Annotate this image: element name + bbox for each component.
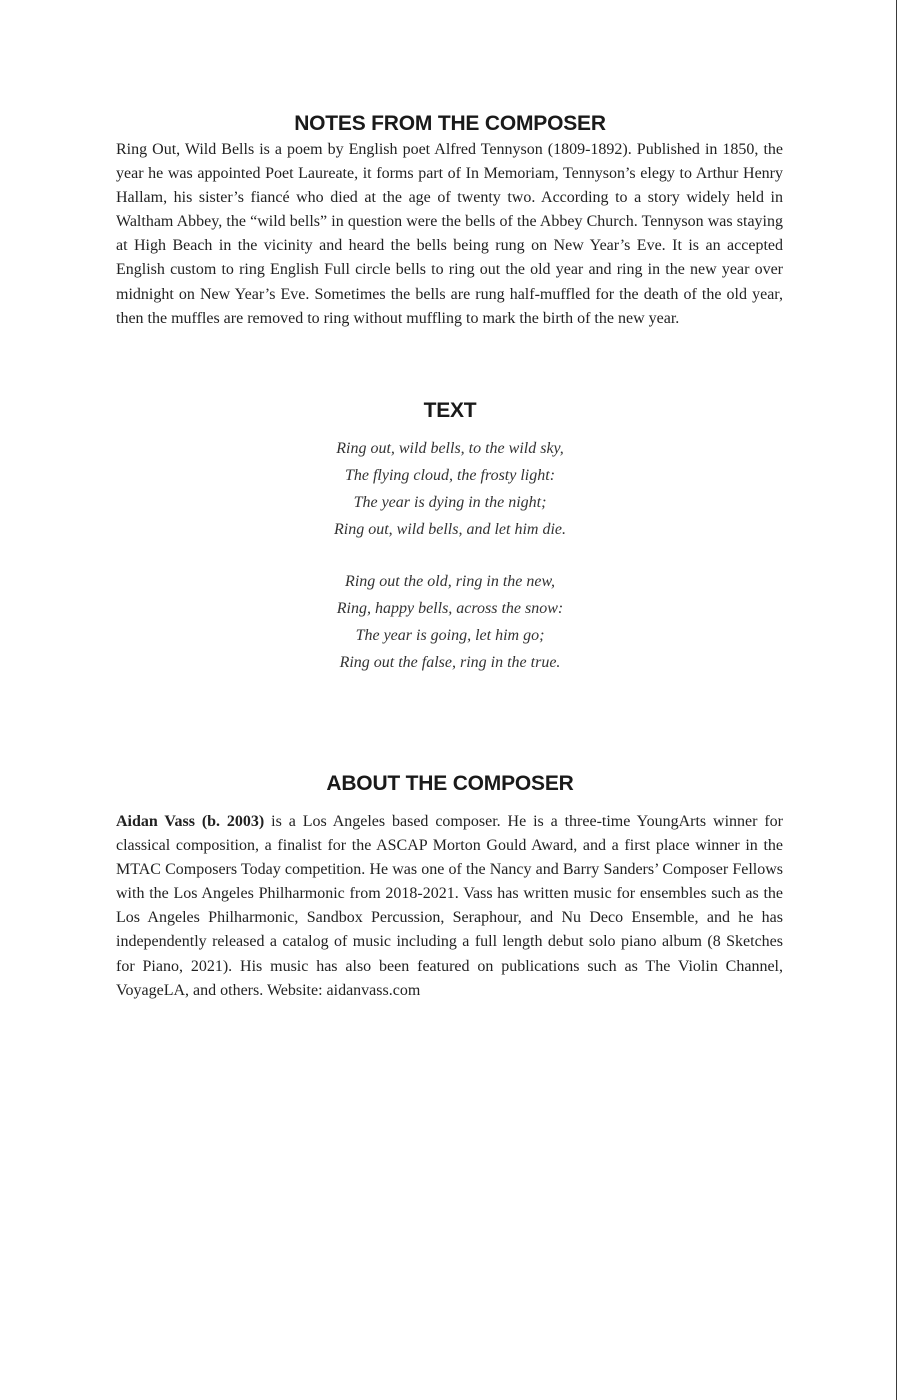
- poem-stanza-2: [0, 568, 900, 676]
- poem-line: Ring out, wild bells, and let him die.: [334, 521, 566, 538]
- about-body-text: is a Los Angeles based composer. He is a three-time YoungArts winner for classical composition, a finalist for the ASCAP Morton Gould Award, and a first place winner in the MTAC Composers Today competition. He was one of the Nancy and Barry Sanders’ Composer Fellows with the Los Angeles Philharmonic from 2018-2021. Vass has written music for ensembles such as the Los Angeles Philharmonic, Sandbox Percussion, Seraphour, and Nu Deco Ensemble, and he has independently released a catalog of music including a full length debut solo piano album (8 Sketches for Piano, 2021). His music has also been featured on publications such as The Violin Channel, VoyageLA, and others. Website: aidanvass.com: [116, 813, 783, 999]
- poem-line: The flying cloud, the frosty light:: [344, 467, 556, 484]
- page-edge-divider: [896, 0, 897, 1400]
- notes-heading: NOTES FROM THE COMPOSER: [294, 112, 606, 135]
- poem-stanza-1: [0, 435, 900, 543]
- poem-line: The year is dying in the night;: [353, 494, 547, 511]
- poem-line: The year is going, let him go;: [355, 627, 545, 644]
- poem-line: Ring out, wild bells, to the wild sky,: [336, 440, 564, 457]
- composer-name: Aidan Vass (b. 2003): [116, 813, 265, 830]
- poem-line: Ring out the old, ring in the new,: [345, 573, 555, 590]
- about-heading: ABOUT THE COMPOSER: [326, 772, 574, 795]
- notes-paragraph: Ring Out, Wild Bells is a poem by English poet Alfred Tennyson (1809-1892). Published in 1850, the year he was appointed Poet Laureate, it forms part of In Memoriam, Tennyson’s elegy to Arthur Henry Hallam, his sister’s fiancé who died at the age of twenty two. According to a story widely held in Waltham Abbey, the “wild bells” in question were the bells of the Abbey Church. Tennyson was staying at High Beach in the vicinity and heard the bells being rung on New Year’s Eve. It is an accepted English custom to ring English Full circle bells to ring out the old year and ring in the new year over midnight on New Year’s Eve. Sometimes the bells are rung half-muffled for the death of the old year, then the muffles are removed to ring without muffling to mark the birth of the new year.: [116, 141, 783, 327]
- poem-line: Ring out the false, ring in the true.: [339, 654, 561, 671]
- text-heading: TEXT: [423, 399, 477, 422]
- poem-line: Ring, happy bells, across the snow:: [336, 600, 564, 617]
- about-paragraph: [116, 810, 783, 1003]
